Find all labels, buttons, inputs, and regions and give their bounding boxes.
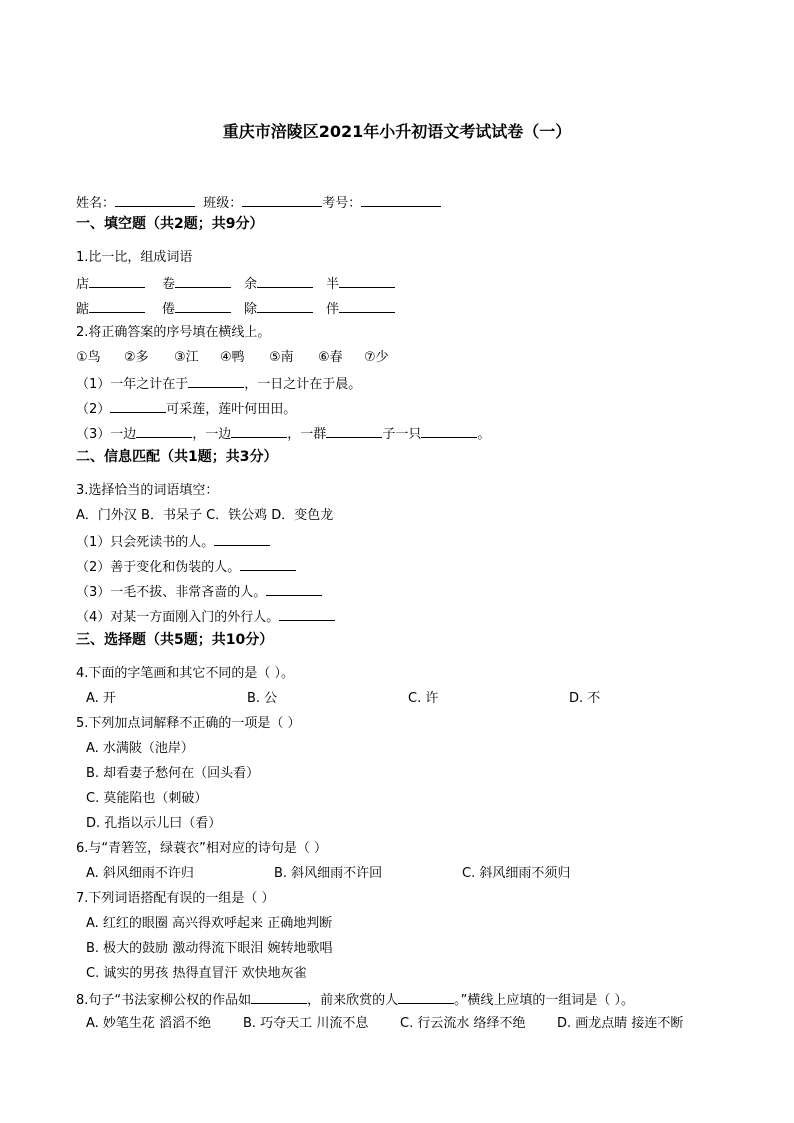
- option-3: ③江: [174, 350, 199, 365]
- answer-blank[interactable]: [339, 299, 395, 313]
- option-2: ②多: [124, 350, 149, 365]
- number-label: 考号：: [322, 196, 362, 211]
- answer-blank[interactable]: [421, 424, 477, 438]
- question-3-item-2: [76, 557, 296, 577]
- class-label: 班级：: [203, 196, 243, 211]
- student-info-line: [76, 193, 441, 213]
- sentence-text: 可采莲，莲叶何田田。: [166, 402, 297, 417]
- question-2-sentence-2: [76, 399, 296, 419]
- char-1: 店: [76, 277, 90, 292]
- sentence-text: 。: [477, 427, 491, 442]
- sentence-text: （2）: [76, 402, 111, 417]
- item-text: （4）对某一方面刚入门的外行人。: [76, 610, 280, 625]
- answer-blank[interactable]: [398, 990, 454, 1004]
- question-3-item-4: [76, 607, 335, 627]
- char-4: 半: [326, 277, 340, 292]
- option-a[interactable]: A. 妙笔生花 滔滔不绝: [86, 1016, 212, 1031]
- answer-blank[interactable]: [136, 424, 192, 438]
- option-a[interactable]: A. 开: [86, 691, 116, 706]
- answer-blank[interactable]: [175, 299, 231, 313]
- page-title: 重庆市涪陵区2021年小升初语文考试试卷（一）: [222, 122, 572, 141]
- question-1-stem: 1.比一比，组成词语: [76, 250, 193, 265]
- stem-text: 。”横线上应填的一组词是（ ）。: [454, 993, 635, 1008]
- char-3: 余: [244, 277, 258, 292]
- question-3-item-3: [76, 582, 322, 602]
- char-6: 倦: [162, 302, 176, 317]
- answer-blank[interactable]: [257, 299, 313, 313]
- char-2: 卷: [162, 277, 176, 292]
- answer-blank[interactable]: [89, 274, 145, 288]
- item-text: （3）一毛不拔、非常吝啬的人。: [76, 585, 267, 600]
- answer-blank[interactable]: [240, 557, 296, 571]
- name-label: 姓名：: [76, 196, 116, 211]
- question-5-stem: 5.下列加点词解释不正确的一项是（ ）: [76, 716, 301, 731]
- section-heading-2: 二、信息匹配（共1题；共3分）: [76, 449, 278, 465]
- sentence-text: ，一边: [192, 427, 232, 442]
- sentence-text: ，一日之计在于晨。: [244, 377, 362, 392]
- option-a[interactable]: A. 斜风细雨不许归: [86, 866, 194, 881]
- answer-blank[interactable]: [326, 424, 382, 438]
- answer-blank[interactable]: [110, 399, 166, 413]
- question-5-option-b[interactable]: B. 却看妻子愁何在（回头看）: [86, 766, 260, 781]
- option-c[interactable]: C. 许: [408, 691, 439, 706]
- option-d[interactable]: D. 画龙点睛 接连不断: [557, 1016, 684, 1031]
- answer-blank[interactable]: [251, 990, 307, 1004]
- question-7-option-c[interactable]: C. 诚实的男孩 热得直冒汗 欢快地灰雀: [86, 966, 307, 981]
- question-7-stem: 7.下列词语搭配有误的一组是（ ）: [76, 891, 275, 906]
- number-blank[interactable]: [361, 193, 441, 207]
- sentence-text: （1）一年之计在于: [76, 377, 189, 392]
- name-blank[interactable]: [115, 193, 195, 207]
- question-8-stem: [76, 990, 634, 1010]
- answer-blank[interactable]: [339, 274, 395, 288]
- answer-blank[interactable]: [175, 274, 231, 288]
- option-b[interactable]: B. 公: [247, 691, 278, 706]
- option-1: ①鸟: [76, 350, 101, 365]
- question-2-sentence-3: [76, 424, 490, 444]
- answer-blank[interactable]: [257, 274, 313, 288]
- answer-blank[interactable]: [266, 582, 322, 596]
- question-3-stem: 3.选择恰当的词语填空：: [76, 483, 219, 498]
- question-6-stem: 6.与“青箬笠，绿蓑衣”相对应的诗句是（ ）: [76, 841, 328, 856]
- option-d[interactable]: D. 不: [569, 691, 601, 706]
- option-5: ⑤南: [269, 350, 294, 365]
- sentence-text: （3）一边: [76, 427, 137, 442]
- answer-blank[interactable]: [279, 607, 335, 621]
- question-2-sentence-1: [76, 374, 361, 394]
- section-heading-3: 三、选择题（共5题；共10分）: [76, 632, 274, 648]
- sentence-text: ，一群: [287, 427, 327, 442]
- char-8: 伴: [326, 302, 340, 317]
- question-3-options: A．门外汉 B．书呆子 C．铁公鸡 D．变色龙: [76, 508, 334, 523]
- answer-blank[interactable]: [214, 532, 270, 546]
- question-7-option-a[interactable]: A. 红红的眼圈 高兴得欢呼起来 正确地判断: [86, 916, 333, 931]
- question-5-option-d[interactable]: D. 孔指以示儿曰（看）: [86, 816, 222, 831]
- question-2-stem: 2.将正确答案的序号填在横线上。: [76, 325, 271, 340]
- char-7: 除: [244, 302, 258, 317]
- answer-blank[interactable]: [89, 299, 145, 313]
- answer-blank[interactable]: [231, 424, 287, 438]
- option-7: ⑦少: [364, 350, 389, 365]
- answer-blank[interactable]: [188, 374, 244, 388]
- question-7-option-b[interactable]: B. 极大的鼓励 激动得流下眼泪 婉转地歌唱: [86, 941, 333, 956]
- question-3-item-1: [76, 532, 270, 552]
- option-6: ⑥春: [318, 350, 343, 365]
- option-c[interactable]: C. 行云流水 络绎不绝: [400, 1016, 526, 1031]
- question-5-option-a[interactable]: A. 水满陂（池岸）: [86, 741, 194, 756]
- char-5: 踮: [76, 302, 90, 317]
- question-4-stem: 4.下面的字笔画和其它不同的是（ ）。: [76, 666, 295, 681]
- option-b[interactable]: B. 斜风细雨不许回: [274, 866, 383, 881]
- option-4: ④鸭: [220, 350, 245, 365]
- section-heading-1: 一、填空题（共2题；共9分）: [76, 216, 264, 232]
- item-text: （2）善于变化和伪装的人。: [76, 560, 241, 575]
- sentence-text: 子一只: [382, 427, 422, 442]
- question-5-option-c[interactable]: C. 莫能陷也（刺破）: [86, 791, 208, 806]
- stem-text: 8.句子“书法家柳公权的作品如: [76, 993, 252, 1008]
- option-b[interactable]: B. 巧夺天工 川流不息: [243, 1016, 369, 1031]
- class-blank[interactable]: [242, 193, 322, 207]
- stem-text: ，前来欣赏的人: [307, 993, 399, 1008]
- item-text: （1）只会死读书的人。: [76, 535, 215, 550]
- option-c[interactable]: C. 斜风细雨不须归: [462, 866, 571, 881]
